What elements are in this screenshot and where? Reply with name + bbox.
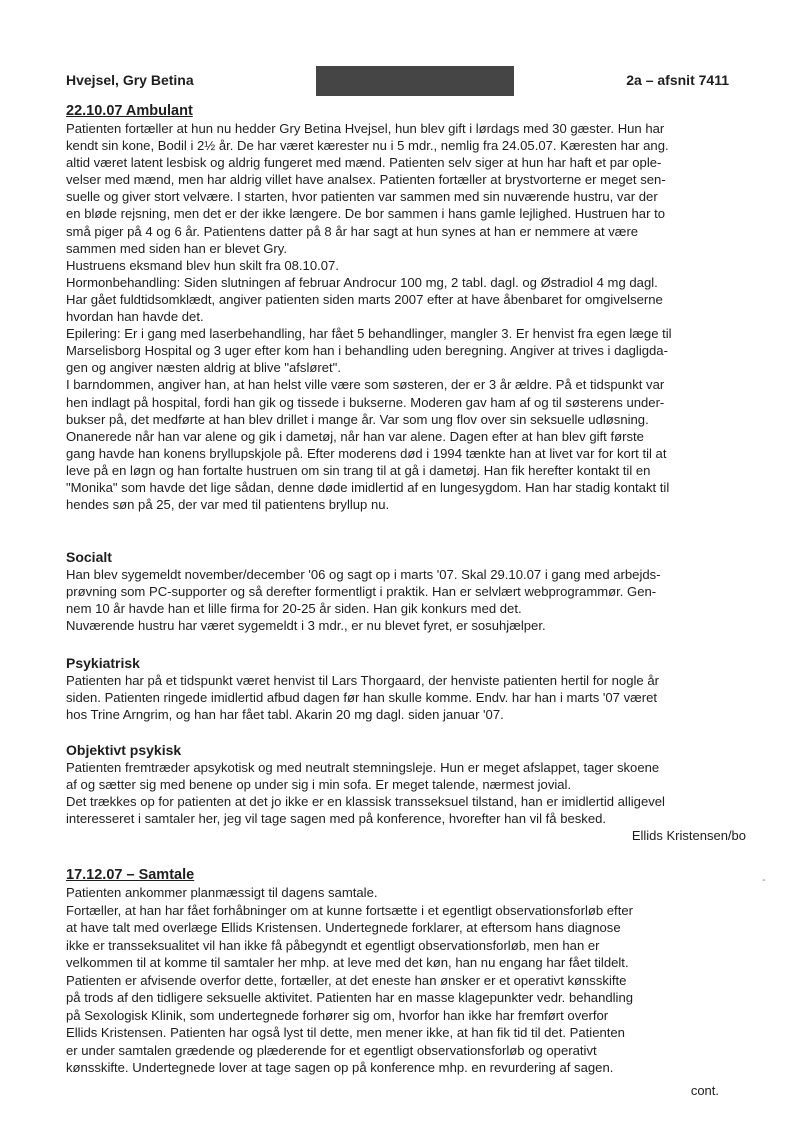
- entry-samtale: [66, 866, 756, 1077]
- redaction-bar: [316, 66, 514, 96]
- entry-title: 22.10.07 Ambulant: [66, 103, 193, 119]
- section-psykiatrisk: [66, 654, 756, 723]
- patient-name: Hvejsel, Gry Betina: [66, 72, 194, 88]
- paragraph: Epilering: Er i gang med laserbehandling, har fået 5 behandlinger, mangler 3. Er henvist fra egen læge til Marselisborg Hospital og 3 uger efter kom han i behandling uden beregning. Angiver at trives i dagligda- gen og angiver næsten aldrig at blive "afsløret".: [66, 326, 672, 376]
- entry-title: 17.12.07 – Samtale: [66, 867, 195, 883]
- section-objektivt: [66, 741, 756, 844]
- paragraph: Patienten fortæller at hun nu hedder Gry Betina Hvejsel, hun blev gift i lørdags med 30 gæster. Hun har kendt sin kone, Bodil i 2½ år. De har været kærester nu i 5 mdr., nemlig fra 24.05.07. Kæresten har ang. altid været latent lesbisk og aldrig fungeret med mænd. Patienten selv siger at hun har haft et par ople- velser med mænd, men har aldrig villet have analsex. Patienten fortæller at brystvorterne er meget sen- suelle og giver stort velvære. I starten, hvor patienten var sammen med sin nuværende hustru, var der en bløde rejsning, men det er der ikke længere. De bor sammen i hans gamle lejlighed. Hustruen har to små piger på 4 og 6 år. Patientens datter på 8 år har sagt at hun synes at han er nemmere at være sammen med siden han er blevet Gry.: [66, 121, 669, 256]
- continued-label: cont.: [690, 1083, 719, 1098]
- paragraph: I barndommen, angiver han, at han helst ville være som søsteren, der er 3 år ældre. På et tidspunkt var hen indlagt på hospital, fordi han gik og tissede i bukserne. Moderen gav ham af og til søsterens under- bukser på, det medførte at han blev drillet i mange år. Var som ung flov over sin seksuelle udløsning. Onanerede når han var alene og gik i dametøj, når han var alene. Dagen efter at han blev gift første gang havde han konens bryllupskjole på. Efter moderens død i 1994 tænkte han at livet var for kort til at leve på en løgn og han fortalte hustruen om sin trang til at gå i dametøj. Han fik herefter kontakt til en "Monika" som havde det lige sådan, denne døde imidlertid af en lungesygdom. Han har stadig kontakt til hendes søn på 25, der var med til patientens bryllup nu.: [66, 377, 670, 513]
- paragraph: Hormonbehandling: Siden slutningen af februar Androcur 100 mg, 2 tabl. dagl. og Østradiol 4 mg dagl. Har gået fuldtidsomklædt, angiver patienten siden marts 2007 efter at have åbenbaret for omgivelserne hvordan han havde det.: [66, 274, 663, 325]
- section-heading: Psykiatrisk: [66, 655, 140, 671]
- scan-mark: -: [762, 874, 766, 886]
- paragraph: Patienten har på et tidspunkt været henvist til Lars Thorgaard, der henviste patienten hertil for nogle år siden. Patienten ringede imidlertid afbud dagen før han skulle komme. Endv. har han i marts '07 været hos Trine Arngrim, og han har fået tabl. Akarin 20 mg dagl. siden januar '07.: [66, 673, 659, 723]
- section-heading: Socialt: [66, 549, 112, 565]
- section-heading: Objektivt psykisk: [66, 742, 182, 758]
- signature: Ellids Kristensen/bo: [631, 828, 746, 844]
- paragraph: Han blev sygemeldt november/december '06 og sagt op i marts '07. Skal 29.10.07 i gang med arbejds- prøvning som PC-supporter og så derefter formentligt i praktik. Han er selvlært webprogrammør. Gen- nem 10 år havde han et lille firma for 20-25 år siden. Han gik konkurs med det. Nuværende hustru har været sygemeldt i 3 mdr., er nu blevet fyret, er sosuhjælper.: [66, 567, 661, 634]
- entry-ambulant: [66, 102, 756, 513]
- paragraph: Patienten fremtræder apsykotisk og med neutralt stemningsleje. Hun er meget afslappet, tager skoene af og sætter sig med benene op under sig i min sofa. Er meget talende, nærmest jovial. Det trækkes op for patienten at det jo ikke er en klassisk transseksuel tilstand, han er imidlertid alligevel interesseret i samtaler her, jeg vil tage sagen med på konference, hvorefter han vil få besked.: [66, 760, 665, 827]
- section-socialt: [66, 548, 756, 634]
- paragraph: Patienten ankommer planmæssigt til dagens samtale. Fortæller, at han har fået forhåbninger om at kunne fortsætte i et egentligt observationsforløb efter at have talt med overlæge Ellids Kristensen. Undertegnede forklarer, at eftersom hans diagnose ikke er transseksualitet vil han ikke få påbegyndt et egentligt observationsforløb, men han er velkommen til at komme til samtaler her mhp. at leve med det køn, han nu engang har fået tildelt. Patienten er afvisende overfor dette, fortæller, at det eneste han ønsker er et operativt kønsskifte på trods af den tidligere seksuelle aktivitet. Patienten har en masse klagepunkter vedr. behandling på Sexologisk Klinik, som undertegnede forhører sig om, hvorfor han ikke har fremført overfor Ellids Kristensen. Patienten har også lyst til dette, men mener ikke, at han fik tid til det. Patienten er under samtalen grædende og plæderende for et egentligt observationsforløb og operativt kønsskifte. Undertegnede lover at tage sagen op på konference mhp. en revurdering af sagen.: [66, 885, 634, 1075]
- paragraph: Hustruens eksmand blev hun skilt fra 08.10.07.: [66, 257, 339, 273]
- department-label: 2a – afsnit 7411: [626, 72, 729, 88]
